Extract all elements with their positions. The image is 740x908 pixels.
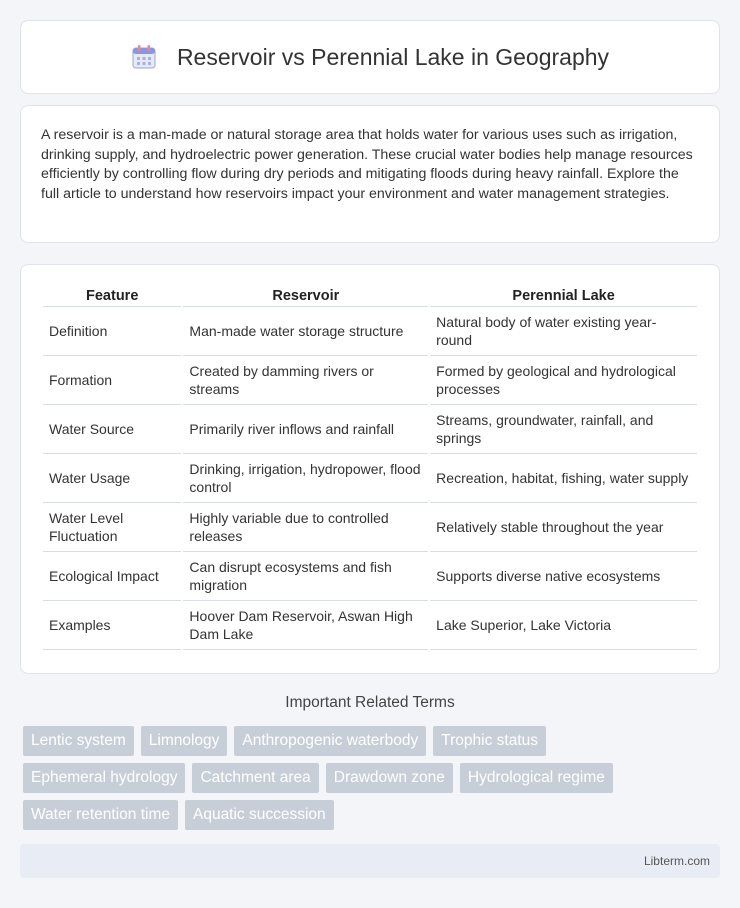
footer-site-link[interactable]: Libterm.com bbox=[643, 854, 710, 868]
table-cell: Hoover Dam Reservoir, Aswan High Dam Lake bbox=[183, 601, 428, 650]
table-row bbox=[43, 307, 697, 356]
table-cell: Supports diverse native ecosystems bbox=[430, 552, 697, 601]
related-terms bbox=[23, 726, 723, 837]
tag-row bbox=[23, 800, 723, 830]
table-cell: Relatively stable throughout the year bbox=[430, 503, 697, 552]
table-cell: Formation bbox=[43, 356, 181, 405]
tag-limnology[interactable]: Limnology bbox=[141, 726, 228, 756]
table-row bbox=[43, 601, 697, 650]
table-row bbox=[43, 552, 697, 601]
table-cell: Drinking, irrigation, hydropower, flood control bbox=[183, 454, 428, 503]
tag-drawdown-zone[interactable]: Drawdown zone bbox=[326, 763, 453, 793]
table-cell: Primarily river inflows and rainfall bbox=[183, 405, 428, 454]
table-cell: Highly variable due to controlled releases bbox=[183, 503, 428, 552]
column-header-reservoir: Reservoir bbox=[183, 285, 428, 307]
tag-hydrological-regime[interactable]: Hydrological regime bbox=[460, 763, 613, 793]
table-cell: Ecological Impact bbox=[43, 552, 181, 601]
intro-text: A reservoir is a man-made or natural storage area that holds water for various uses such as irrigation, drinking supply, and hydroelectric power generation. These crucial water bodies help manage resources efficiently by controlling flow during dry periods and mitigating floods during heavy rainfall. Explore the full article to understand how reservoirs impact your environment and water management strategies. bbox=[41, 127, 693, 202]
tag-lentic-system[interactable]: Lentic system bbox=[23, 726, 134, 756]
column-header-perennial-lake: Perennial Lake bbox=[430, 285, 697, 307]
tag-catchment-area[interactable]: Catchment area bbox=[192, 763, 318, 793]
tag-anthropogenic-waterbody[interactable]: Anthropogenic waterbody bbox=[234, 726, 426, 756]
tag-ephemeral-hydrology[interactable]: Ephemeral hydrology bbox=[23, 763, 185, 793]
column-header-feature: Feature bbox=[43, 285, 181, 307]
calendar-icon bbox=[131, 44, 157, 70]
tag-row bbox=[23, 763, 723, 793]
tag-row bbox=[23, 726, 723, 756]
table-row bbox=[43, 356, 697, 405]
intro-card bbox=[20, 105, 720, 243]
table-cell: Formed by geological and hydrological processes bbox=[430, 356, 697, 405]
table-cell: Definition bbox=[43, 307, 181, 356]
table-cell: Man-made water storage structure bbox=[183, 307, 428, 356]
table-row bbox=[43, 503, 697, 552]
table-cell: Water Usage bbox=[43, 454, 181, 503]
related-terms-title: Important Related Terms bbox=[285, 694, 455, 711]
table-cell: Examples bbox=[43, 601, 181, 650]
comparison-table bbox=[41, 285, 699, 650]
table-cell: Lake Superior, Lake Victoria bbox=[430, 601, 697, 650]
tag-water-retention-time[interactable]: Water retention time bbox=[23, 800, 178, 830]
table-cell: Water Level Fluctuation bbox=[43, 503, 181, 552]
table-row bbox=[43, 405, 697, 454]
tag-trophic-status[interactable]: Trophic status bbox=[433, 726, 546, 756]
comparison-card bbox=[20, 264, 720, 674]
table-header-row bbox=[43, 285, 697, 307]
table-cell: Created by damming rivers or streams bbox=[183, 356, 428, 405]
tag-aquatic-succession[interactable]: Aquatic succession bbox=[185, 800, 334, 830]
page-header bbox=[20, 20, 720, 94]
footer bbox=[20, 844, 720, 878]
page-title: Reservoir vs Perennial Lake in Geography bbox=[176, 43, 610, 70]
table-cell: Can disrupt ecosystems and fish migration bbox=[183, 552, 428, 601]
table-cell: Water Source bbox=[43, 405, 181, 454]
table-cell: Recreation, habitat, fishing, water supply bbox=[430, 454, 697, 503]
table-cell: Natural body of water existing year-round bbox=[430, 307, 697, 356]
table-row bbox=[43, 454, 697, 503]
table-cell: Streams, groundwater, rainfall, and springs bbox=[430, 405, 697, 454]
